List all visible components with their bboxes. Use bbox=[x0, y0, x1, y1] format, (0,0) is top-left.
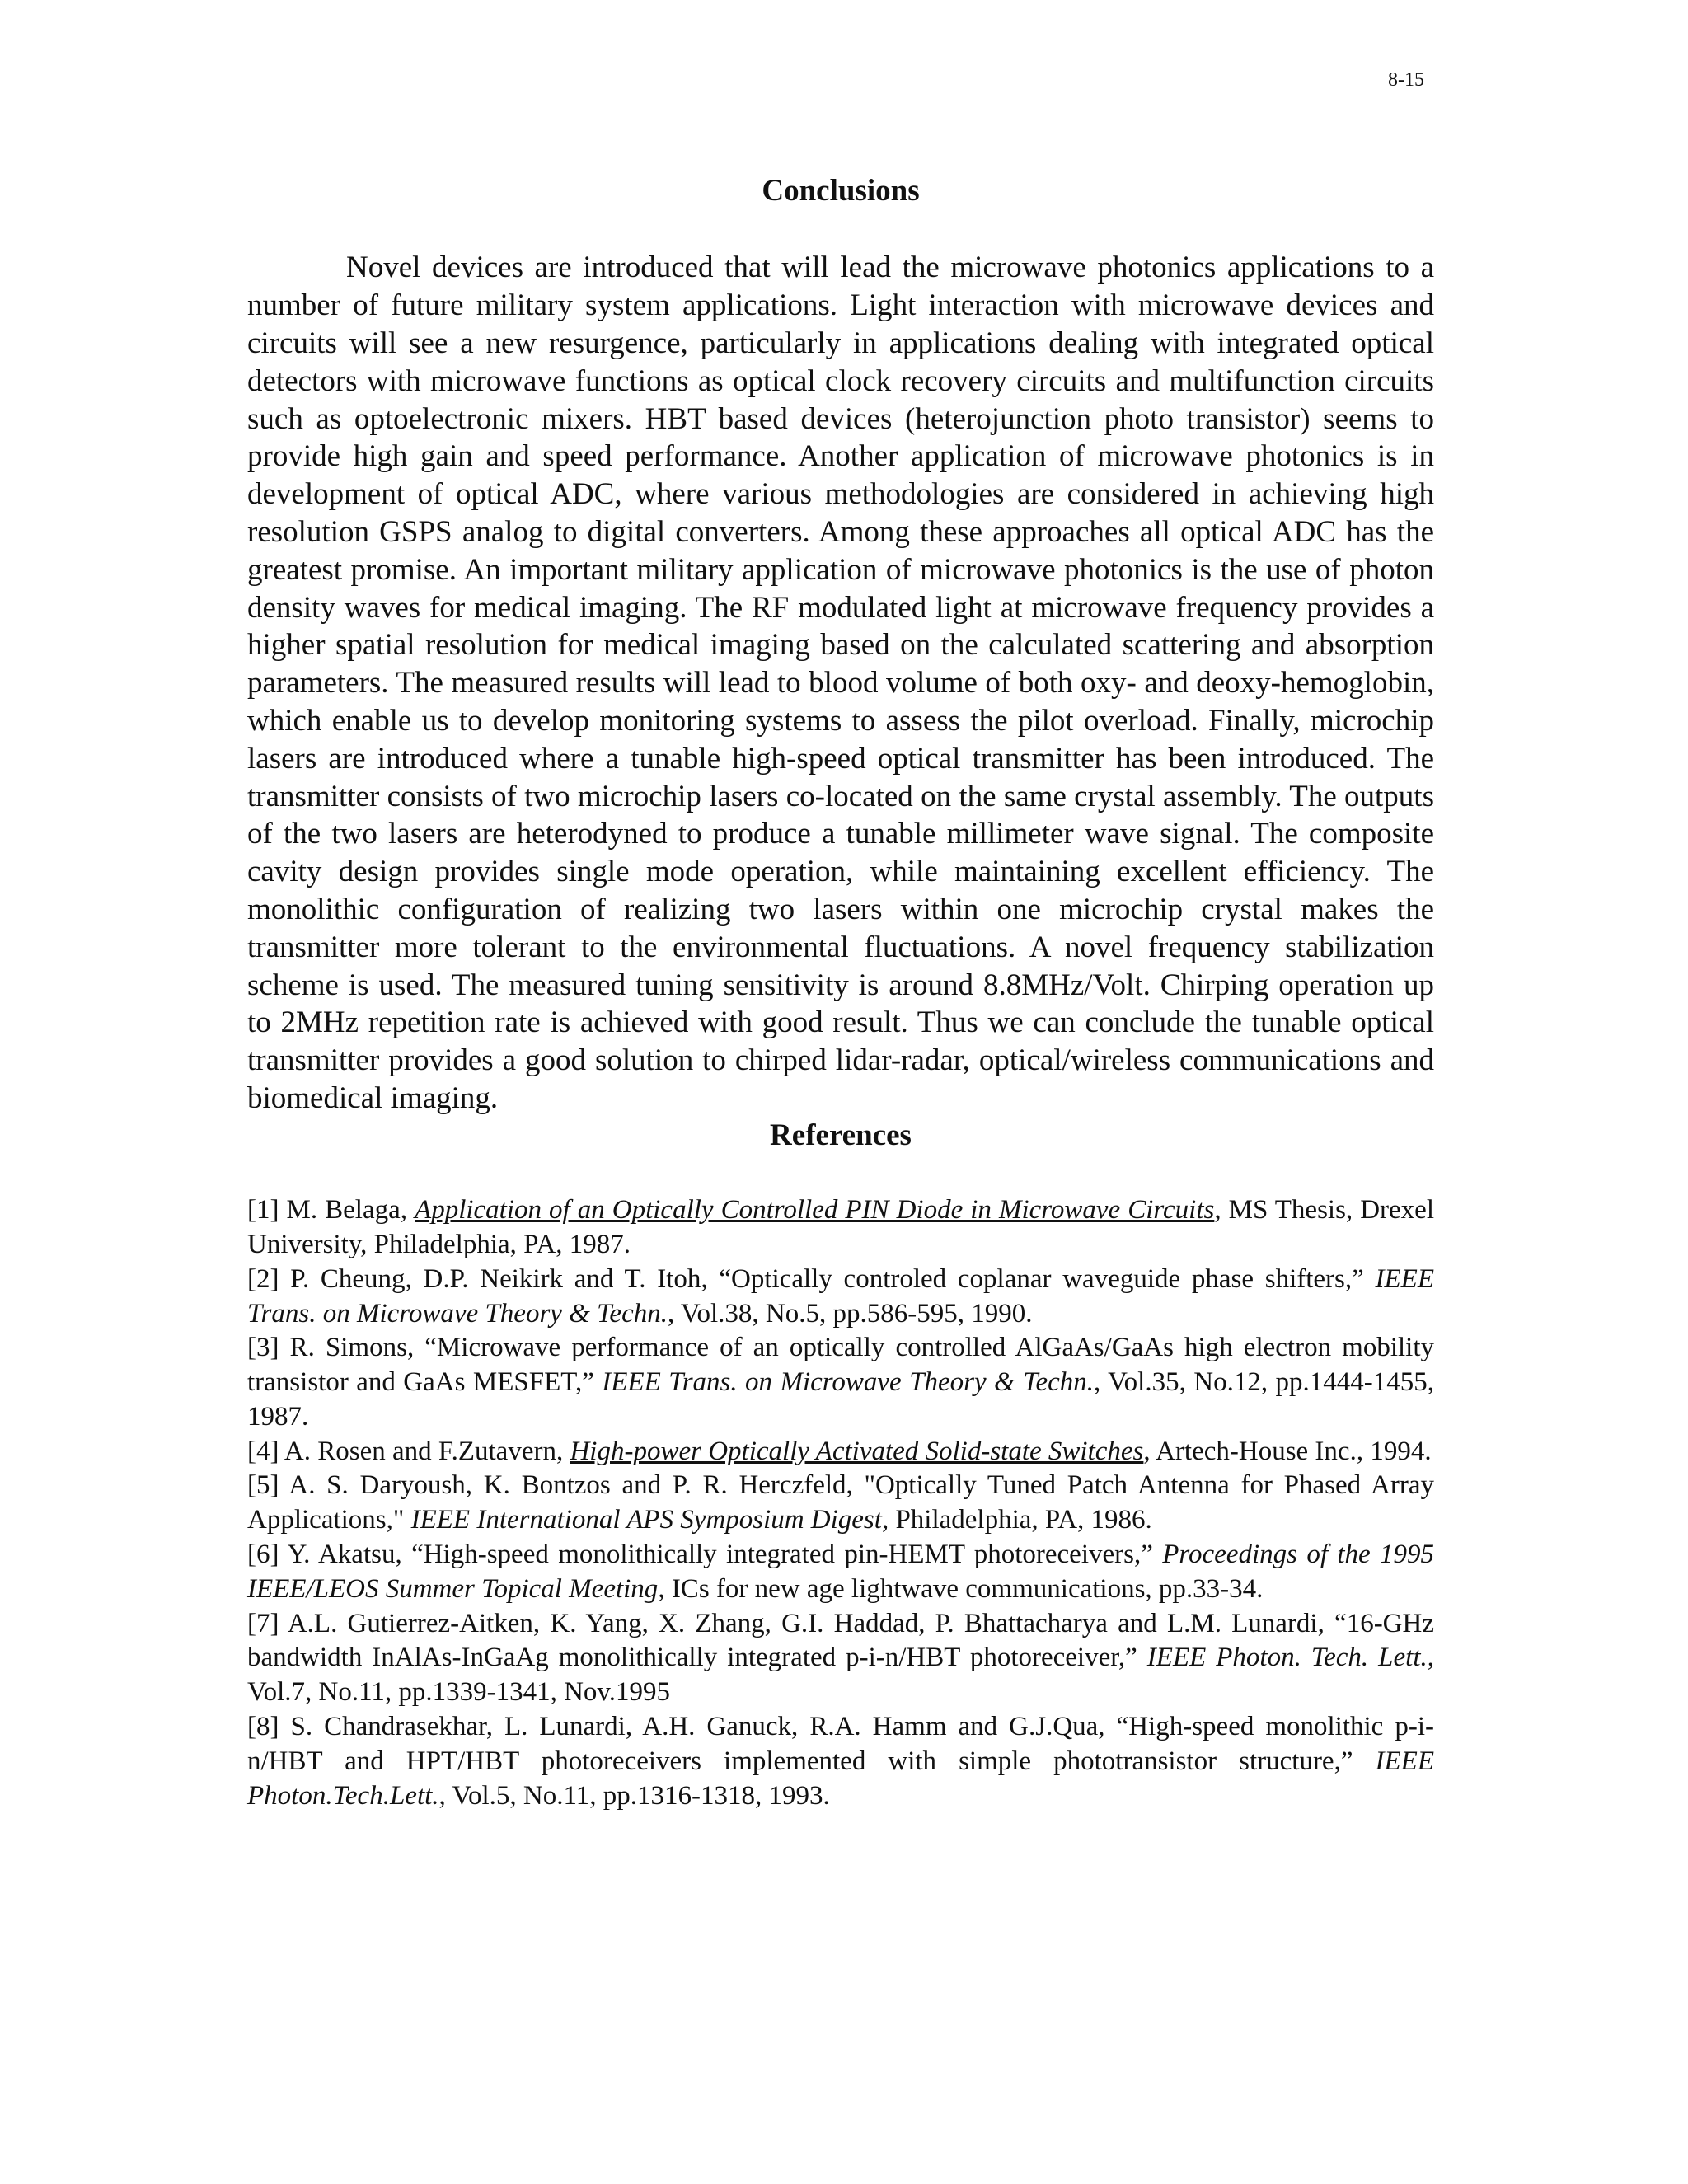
reference-details: , Artech-House Inc., 1994. bbox=[1143, 1436, 1432, 1466]
reference-venue: Proceedings of the 1995 IEEE/LEOS Summer Topical Meeting bbox=[247, 1540, 1435, 1604]
reference-item bbox=[247, 1538, 1434, 1607]
reference-item bbox=[247, 1193, 1434, 1263]
reference-details: , Philadelphia, PA, 1986. bbox=[881, 1505, 1152, 1535]
reference-item bbox=[247, 1710, 1434, 1813]
conclusions-paragraph: Novel devices are introduced that will lead the microwave photonics applications to a number of future military system applications. Light interaction with microwave devices and circuits will see a new resurgence, particularly in applications dealing with integrated optical detectors with microwave functions as optical clock recovery circuits and multifunction circuits such as optoelectronic mixers. HBT based devices (heterojunction photo transistor) seems to provide high gain and speed performance. Another application of microwave photonics is in development of optical ADC, where various methodologies are considered in achieving high resolution GSPS analog to digital converters. Among these approaches all optical ADC has the greatest promise. An important military application of microwave photonics is the use of photon density waves for medical imaging. The RF modulated light at microwave frequency provides a higher spatial resolution for medical imaging based on the calculated scattering and absorption parameters. The measured results will lead to blood volume of both oxy- and deoxy-hemoglobin, which enable us to develop monitoring systems to assess the pilot overload. Finally, microchip lasers are introduced where a tunable high-speed optical transmitter has been introduced. The transmitter consists of two microchip lasers co-located on the same crystal assembly. The outputs of the two lasers are heterodyned to produce a tunable millimeter wave signal. The composite cavity design provides single mode operation, while maintaining excellent efficiency. The monolithic configuration of realizing two lasers within one microchip crystal makes the transmitter more tolerant to the environmental fluctuations. A novel frequency stabilization scheme is used. The measured tuning sensitivity is around 8.8MHz/Volt. Chirping operation up to 2MHz repetition rate is achieved with good result. Thus we can conclude the tunable optical transmitter provides a good solution to chirped lidar-radar, optical/wireless communications and biomedical imaging. bbox=[247, 251, 1434, 1115]
reference-title: “16-GHz bandwidth InAlAs-InGaAg monolithically integrated p-i-n/HBT photoreceiver,” bbox=[247, 1608, 1434, 1673]
references-heading: References bbox=[770, 1118, 912, 1152]
page-content bbox=[247, 173, 1434, 1813]
reference-details: , Vol.38, No.5, pp.586-595, 1990. bbox=[667, 1298, 1033, 1329]
reference-title: High-power Optically Activated Solid-state Switches bbox=[570, 1436, 1144, 1466]
page-number: 8-15 bbox=[1388, 69, 1424, 91]
reference-authors: [4] A. Rosen and F.Zutavern, bbox=[247, 1436, 570, 1466]
reference-title: “Optically controled coplanar waveguide phase shifters,” bbox=[719, 1263, 1376, 1294]
reference-details: , Vol.7, No.11, pp.1339-1341, Nov.1995 bbox=[247, 1643, 1434, 1708]
reference-venue: IEEE Trans. on Microwave Theory & Techn. bbox=[602, 1367, 1094, 1398]
conclusions-heading: Conclusions bbox=[762, 174, 920, 208]
reference-authors: [7] A.L. Gutierrez-Aitken, K. Yang, X. Zhang, G.I. Haddad, P. Bhattacharya and L.M. Lunardi, bbox=[247, 1608, 1335, 1638]
reference-list bbox=[247, 1193, 1434, 1813]
reference-title: “High-speed monolithically integrated pin-HEMT photoreceivers,” bbox=[411, 1540, 1163, 1570]
reference-item bbox=[247, 1607, 1434, 1710]
reference-authors: [5] A. S. Daryoush, K. Bontzos and P. R. Herczfeld, bbox=[247, 1470, 865, 1501]
reference-item bbox=[247, 1263, 1434, 1332]
reference-authors: [8] S. Chandrasekhar, L. Lunardi, A.H. Ganuck, R.A. Hamm and G.J.Qua, bbox=[247, 1712, 1117, 1742]
reference-title: “Microwave performance of an optically controlled AlGaAs/GaAs high electron mobility transistor and GaAs MESFET,” bbox=[247, 1333, 1434, 1398]
reference-venue: IEEE Photon.Tech.Lett. bbox=[247, 1746, 1434, 1811]
reference-item bbox=[247, 1435, 1434, 1469]
reference-item bbox=[247, 1331, 1434, 1434]
reference-authors: [3] R. Simons, bbox=[247, 1333, 425, 1363]
reference-authors: [2] P. Cheung, D.P. Neikirk and T. Itoh, bbox=[247, 1263, 720, 1294]
reference-authors: [1] M. Belaga, bbox=[247, 1195, 415, 1226]
reference-venue: IEEE Trans. on Microwave Theory & Techn. bbox=[247, 1263, 1434, 1329]
reference-details: , ICs for new age lightwave communications, pp.33-34. bbox=[658, 1573, 1264, 1604]
reference-details: , Vol.35, No.12, pp.1444-1455, 1987. bbox=[247, 1367, 1434, 1432]
reference-venue: IEEE Photon. Tech. Lett. bbox=[1146, 1643, 1428, 1673]
reference-details: , Vol.5, No.11, pp.1316-1318, 1993. bbox=[438, 1780, 830, 1811]
reference-details: , MS Thesis, Drexel University, Philadelphia, PA, 1987. bbox=[247, 1195, 1434, 1259]
reference-item bbox=[247, 1469, 1434, 1538]
reference-title: “High-speed monolithic p-i-n/HBT and HPT/HBT photoreceivers implemented with simple phototransistor structure,” bbox=[247, 1712, 1434, 1776]
reference-venue: IEEE International APS Symposium Digest bbox=[410, 1505, 882, 1535]
reference-title: "Optically Tuned Patch Antenna for Phased Array Applications," bbox=[247, 1470, 1434, 1535]
reference-title: Application of an Optically Controlled PIN Diode in Microwave Circuits bbox=[415, 1195, 1215, 1226]
reference-authors: [6] Y. Akatsu, bbox=[247, 1540, 412, 1570]
